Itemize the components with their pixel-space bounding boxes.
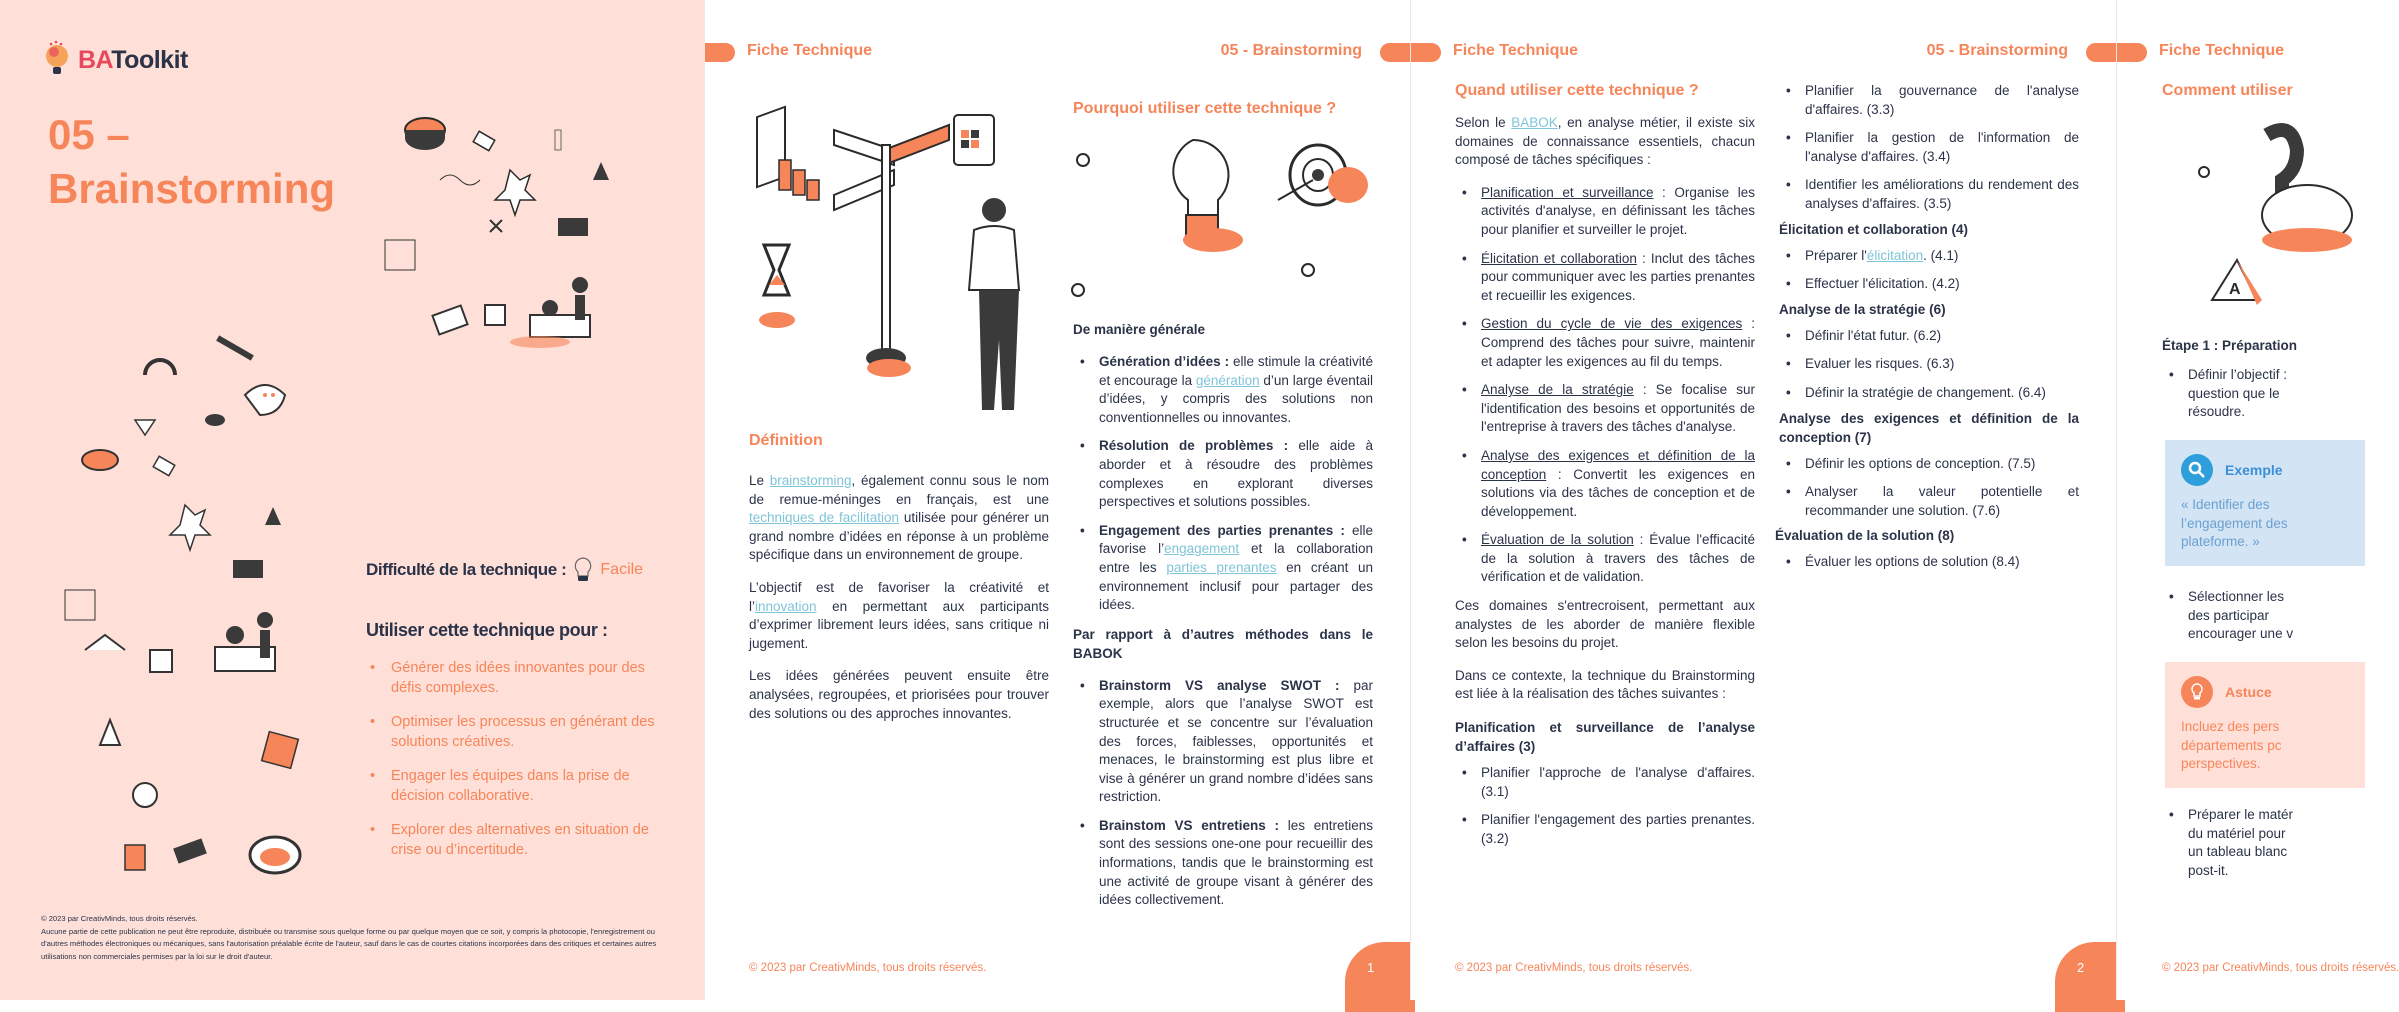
text-line: du matériel pour [2188, 825, 2286, 841]
header-pill-right [1380, 43, 1410, 62]
cover-page [0, 0, 704, 1000]
task-group-title: Évaluation de la solution (8) [1775, 528, 1955, 544]
brand-logo [42, 40, 188, 80]
task-group-title: Analyse des exigences et définition de la conception (7) [1779, 410, 2079, 445]
text-run: Le [749, 473, 770, 488]
page-footer: © 2023 par CreativMinds, tous droits réservés. [2162, 962, 2399, 974]
use-cases-list [366, 658, 666, 874]
difficulty-value: Facile [600, 561, 644, 578]
task-group-title: Élicitation et collaboration (4) [1779, 221, 1969, 237]
task-list [1779, 82, 2079, 214]
text-run: en permettant aux participants d’exprimer librement leurs idées, sans critique ni jugement. [749, 598, 1049, 651]
tasks-column [1775, 82, 2079, 572]
knowledge-area-desc: : Évalue l'efficacité de la solution à travers des tâches de vérification et de validation. [1481, 532, 1755, 585]
text-run: , également connu sous le nom de remue-méninges en français, est une [749, 473, 1049, 507]
tip-title: Astuce [2225, 684, 2272, 700]
use-case-item: • Optimiser les processus en générant des solutions créatives. [366, 712, 666, 752]
task-item: • Analyser la valeur potentielle et recommander une solution. (7.6) [1779, 483, 2079, 520]
knowledge-area-desc: : Convertit les exigences en solutions via des tâches de conception et de développement. [1481, 466, 1755, 519]
text-run: elle aide à aborder et à résoudre des problèmes complexes en explorant diverses perspectives et solutions possibles. [1099, 438, 1373, 510]
knowledge-area-name: Gestion du cycle de vie des exigences [1481, 316, 1743, 332]
header-title-left: Fiche Technique [1453, 42, 1579, 59]
cover-title-name: Brainstorming [48, 165, 336, 212]
example-title: Exemple [2225, 462, 2283, 478]
link-elicitation[interactable]: élicitation [1866, 247, 1924, 263]
task-item: • Planifier la gouvernance de l'analyse d'affaires. (3.3) [1779, 82, 2079, 119]
text-line: question que le [2188, 385, 2280, 401]
comparison-label: Brainstorm VS analyse SWOT : [1099, 677, 1340, 693]
context-paragraph: Dans ce contexte, la technique du Brainstorming est liée à la réalisation des tâches suivantes : [1455, 667, 1755, 702]
isometric-objects-illustration-top [380, 100, 660, 400]
knowledge-area-desc: : Se focalise sur l'identification des besoins et opportunités de l'entreprise à travers des tâches d'analyse. [1481, 382, 1755, 435]
step-item [2162, 806, 2362, 880]
text-run: Selon le [1455, 115, 1512, 130]
crossroads-person-illustration [749, 100, 1049, 430]
comparison-label: Brainstom VS entretiens : [1099, 817, 1279, 833]
how-title: Comment utiliser [2162, 82, 2293, 99]
step-1-title: Étape 1 : Préparation [2162, 338, 2298, 353]
page-number: 2 [2055, 942, 2125, 1012]
task-group-title: Planification et surveillance de l’analyse d’affaires (3) [1455, 720, 1755, 755]
header-title-right: 05 - Brainstorming [1220, 42, 1362, 59]
use-case-item: • Engager les équipes dans la prise de décision collaborative. [366, 766, 666, 806]
page-2 [1410, 0, 2116, 1000]
text-run: Préparer l' [1805, 247, 1867, 263]
header-title-left: Fiche Technique [747, 42, 873, 59]
text-line: • Préparer le matér [2188, 807, 2294, 822]
when-title: Quand utiliser cette technique ? [1455, 82, 1699, 99]
callout-header [2181, 454, 2349, 486]
logo-toolkit: Toolkit [111, 45, 188, 74]
link-engagement[interactable]: engagement [1164, 541, 1240, 557]
benefits-list [1073, 353, 1373, 615]
task-item: • Définir les options de conception. (7.5) [1779, 455, 2079, 474]
magnifier-icon [2181, 454, 2213, 486]
knowledge-area-desc: : Organise les activités d'analyse, en définissant les tâches pour planifier et surveiller le projet. [1481, 184, 1755, 237]
link-stakeholders[interactable]: parties prenantes [1166, 559, 1277, 575]
knowledge-area-item [1455, 447, 1755, 521]
knowledge-area-name: Élicitation et collaboration [1481, 250, 1637, 266]
tip-callout [2165, 662, 2365, 788]
running-header [1411, 40, 2116, 64]
cover-title-number: 05 – [48, 111, 130, 158]
lightbulb-tip-icon [2181, 676, 2213, 708]
text-line: un tableau blanc [2188, 844, 2288, 860]
header-title-right: 05 - Brainstorming [1926, 42, 2068, 59]
definition-section [749, 432, 1049, 723]
task-item: • Planifier l'approche de l'analyse d'affaires. (3.1) [1455, 764, 1755, 801]
benefit-item [1073, 522, 1373, 615]
header-pill-left [1411, 43, 1441, 62]
link-facilitation-techniques[interactable]: techniques de facilitation [749, 510, 900, 526]
step-1-list-continued [2162, 588, 2362, 644]
text-run: utilisée pour générer un grand nombre d’idées en réponse à un problème spécifique dans un environnement de groupe. [749, 510, 1049, 563]
page-footer: © 2023 par CreativMinds, tous droits réservés. [749, 962, 987, 974]
task-list [1779, 553, 2079, 572]
when-section [1455, 82, 1755, 848]
tip-line: départements pc [2181, 737, 2282, 753]
link-babok[interactable]: BABOK [1511, 115, 1558, 130]
definition-paragraph [749, 472, 1049, 565]
knowledge-area-item [1455, 250, 1755, 306]
benefit-label: Engagement des parties prenantes : [1099, 522, 1345, 538]
callout-header [2181, 676, 2349, 708]
brain-question-illustration [2157, 110, 2307, 320]
knowledge-areas-list [1455, 184, 1755, 587]
text-run: elle stimule la créativité et encourage la [1099, 354, 1374, 388]
copyright-line: © 2023 par CreativMinds, tous droits réservés. [41, 914, 198, 923]
task-list [1779, 455, 2079, 521]
task-item: • Identifier les améliorations du rendement des analyses d'affaires. (3.5) [1779, 176, 2079, 213]
task-item: • Effectuer l'élicitation. (4.2) [1779, 275, 2079, 294]
task-item: • Définir la stratégie de changement. (6.4) [1779, 384, 2079, 403]
text-line: encourager une v [2188, 626, 2294, 642]
link-brainstorming[interactable]: brainstorming [769, 473, 852, 488]
task-item: • Planifier l'engagement des parties prenantes. (3.2) [1455, 811, 1755, 848]
text-run: elle favorise l’ [1099, 522, 1373, 557]
knowledge-area-name: Planification et surveillance [1481, 184, 1654, 200]
text-run: les entretiens sont des sessions one-one pour recueillir des informations, tandis que le brainstorming est une activité de groupe visant à générer des idées collectivement. [1099, 817, 1373, 908]
page-number: 1 [1345, 942, 1415, 1012]
babok-intro [1455, 114, 1755, 170]
lightbulb-icon [572, 556, 594, 584]
svg-text:A: A [2229, 281, 2241, 298]
text-line: • Sélectionner les [2188, 589, 2285, 604]
use-case-item: • Générer des idées innovantes pour des défis complexes. [366, 658, 666, 698]
comparison-item [1073, 817, 1373, 910]
running-header [705, 40, 1410, 64]
header-pill-left [705, 43, 735, 62]
header-pill-left [2117, 43, 2147, 62]
text-run: d’un large éventail d’idées, y compris des solutions non conventionnelles ou innovantes. [1099, 372, 1373, 425]
general-title: De manière générale [1073, 322, 1206, 337]
text-run: par exemple, alors que l’analyse SWOT est structurée et se concentre sur l’évaluation des forces, faiblesses, opportunités et menaces, le brainstorming est plus libre et vise à générer un grand nombre d’idées sans restriction. [1099, 677, 1373, 805]
text-run: en créant un environnement inclusif pour partager des idées. [1099, 559, 1374, 613]
cover-title [48, 108, 335, 216]
benefit-item [1073, 353, 1373, 427]
page-3 [2116, 0, 2399, 1000]
task-list [1455, 764, 1755, 848]
knowledge-area-name: Analyse de la stratégie [1481, 382, 1634, 398]
task-item: • Évaluer les options de solution (8.4) [1779, 553, 2079, 572]
copyright-body: Aucune partie de cette publication ne peut être reproduite, distribuée ou transmise sous quelque forme ou par quelque moyen que ce soit, y compris la photocopie, l'enregistrement ou d'autres méthodes électroniques ou mécaniques, sans l'autorisation préalable écrite de l'auteur, sauf dans le cas de courtes citations incorporées dans des critiques et certaines autres utilisations non commerciales permises par la loi sur le droit d'auteur. [41, 926, 657, 961]
benefit-label: Génération d’idées : [1099, 354, 1230, 369]
knowledge-area-desc: : Inclut des tâches pour communiquer avec les parties prenantes et recueillir les exigences. [1481, 250, 1755, 303]
knowledge-area-name: Évaluation de la solution [1481, 532, 1634, 548]
knowledge-area-name: Analyse des exigences et définition de la conception [1481, 447, 1755, 482]
isometric-objects-illustration-bottom [55, 335, 335, 895]
knowledge-area-item [1455, 531, 1755, 587]
use-cases-title: Utiliser cette technique pour : [366, 620, 608, 640]
outcome-paragraph: Les idées générées peuvent ensuite être analysées, regroupées, et priorisées pour trouver des solutions ou des approches innovantes. [749, 668, 1049, 721]
example-callout [2165, 440, 2365, 566]
text-run: L’objectif est de favoriser la créativité et l’ [749, 579, 1049, 614]
tip-line: Incluez des pers [2181, 719, 2280, 734]
task-group-title: Analyse de la stratégie (6) [1779, 301, 1946, 317]
example-line: « Identifier des [2181, 497, 2270, 512]
why-section [1073, 100, 1373, 118]
definition-title: Définition [749, 432, 823, 449]
step-1-list-end [2162, 806, 2362, 880]
general-benefits-section [1073, 320, 1373, 910]
task-item: • Evaluer les risques. (6.3) [1779, 355, 2079, 374]
comparison-title: Par rapport à d’autres méthodes dans le BABOK [1073, 626, 1373, 661]
objective-paragraph [749, 579, 1049, 653]
benefit-label: Résolution de problèmes : [1099, 438, 1289, 454]
text-line: post-it. [2188, 862, 2229, 878]
use-case-item: • Explorer des alternatives en situation de crise ou d’incertitude. [366, 820, 666, 860]
knowledge-area-item [1455, 381, 1755, 437]
text-line: résoudre. [2188, 404, 2246, 420]
text-run: et la collaboration entre les [1099, 541, 1373, 575]
link-innovation[interactable]: innovation [755, 598, 817, 614]
step-item [2162, 366, 2362, 422]
step-item [2162, 588, 2362, 644]
example-line: plateforme. » [2181, 534, 2260, 550]
text-run: , en analyse métier, il existe six domaines de connaissance essentiels, chacun composé de tâches spécifiques : [1455, 115, 1755, 168]
comparison-list [1073, 677, 1373, 910]
page-1 [704, 0, 1410, 1000]
page-footer: © 2023 par CreativMinds, tous droits réservés. [1455, 962, 1693, 974]
why-title: Pourquoi utiliser cette technique ? [1073, 100, 1337, 117]
link-generation[interactable]: génération [1195, 372, 1260, 388]
crossover-paragraph: Ces domaines s'entrecroisent, permettant aux analystes de les aborder de manière flexible selon les besoins du projet. [1455, 598, 1755, 651]
difficulty-label: Difficulté de la technique : [366, 560, 567, 579]
task-item: • Planifier la gestion de l'information de l'analyse d'affaires. (3.4) [1779, 129, 2079, 166]
text-run: . (4.1) [1923, 247, 1959, 263]
knowledge-area-item [1455, 315, 1755, 371]
task-item [1779, 247, 2079, 266]
text-line: des participar [2188, 607, 2270, 623]
task-list [1779, 247, 2079, 294]
text-line: • Définir l’objectif : [2188, 367, 2288, 382]
lightbulb-target-illustration [1073, 130, 1373, 300]
lightbulb-logo-icon [42, 40, 72, 80]
step-1-list [2162, 366, 2362, 422]
header-pill-right [2086, 43, 2116, 62]
running-header [2117, 40, 2300, 64]
benefit-item [1073, 437, 1373, 511]
knowledge-area-desc: : Comprend des tâches pour suivre, maintenir et adapter les exigences au fil du temps. [1481, 316, 1755, 369]
copyright-notice [41, 913, 681, 963]
task-list [1779, 327, 2079, 403]
header-title-left: Fiche Technique [2159, 42, 2285, 59]
knowledge-area-item [1455, 184, 1755, 240]
tip-line: perspectives. [2181, 756, 2261, 772]
example-line: l’engagement des [2181, 515, 2288, 531]
task-item: • Définir l'état futur. (6.2) [1779, 327, 2079, 346]
difficulty-indicator [366, 556, 643, 584]
comparison-item [1073, 677, 1373, 807]
logo-ba: BA [78, 45, 112, 74]
